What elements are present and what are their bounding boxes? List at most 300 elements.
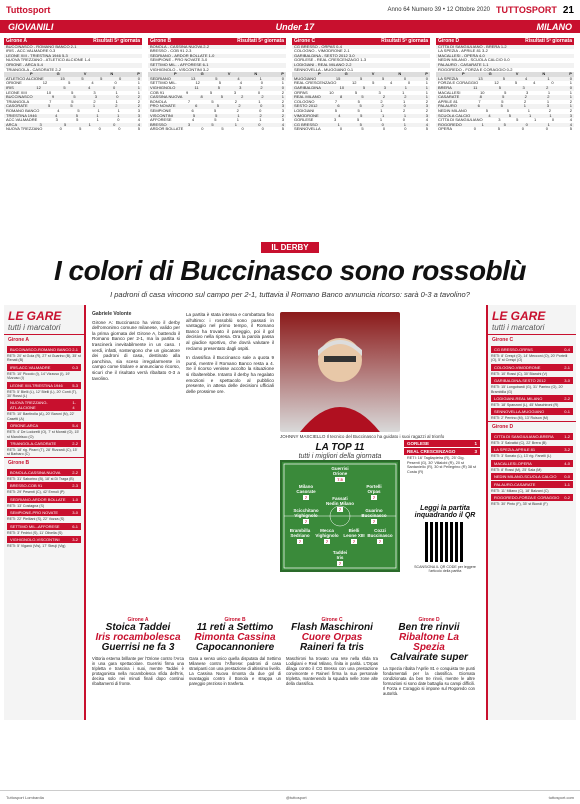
table-cell: 0 — [473, 126, 476, 132]
section-bar — [0, 20, 580, 33]
table-cell: 5 — [569, 126, 572, 132]
result-row: ROGOREDO - FORZA E CORAGGIO 0-2 — [438, 66, 513, 72]
article-col-1 — [92, 312, 180, 381]
gare-match — [491, 473, 573, 480]
table-cell: 3 — [522, 84, 525, 90]
table-cell: 12 — [351, 80, 357, 86]
table-cell: 1 — [234, 121, 238, 127]
table-cell: SESTO 2012 — [294, 103, 318, 109]
table-cell: 3 — [281, 117, 284, 123]
story-headline-3: Raineri fa tris — [300, 642, 364, 653]
match-focus — [404, 440, 480, 475]
top11-pitch — [280, 460, 400, 572]
table-head-cell: P — [425, 71, 428, 77]
result-row: ORIONE - ARCA 5-4 — [4, 63, 142, 68]
gare-scorers: RETI: 8' Rossi (M), 25' Sala (M) — [491, 467, 542, 472]
table-cell: APRILE 81 — [438, 98, 458, 104]
table-cell: 4 — [525, 75, 528, 81]
table-cell: 5 — [361, 94, 364, 100]
result-row: CITTA DI SANGIULIANO - BRERA 1-2 — [436, 45, 574, 50]
banner-label: IL DERBY — [261, 242, 318, 253]
standings-table — [292, 77, 430, 132]
table-cell: 9 — [185, 89, 189, 95]
qr-sub: SCANSIONA IL QR CODE per leggere l'articolo della partita — [414, 565, 476, 573]
gare-match-name: BUCCINASCO-ROMANO BANCO — [10, 347, 72, 352]
table-cell: REAL MILANO — [294, 94, 321, 100]
table-cell: 5 — [211, 121, 214, 127]
table-cell: 4 — [55, 112, 58, 118]
gare-match-score: 1-0 — [72, 496, 78, 502]
table-cell: PALAURO — [438, 103, 457, 109]
table-cell: 13 — [478, 75, 483, 81]
table-cell: 0 — [117, 117, 120, 123]
table-cell: 0 — [381, 121, 384, 127]
result-row: SEDRIANO - ARDOR BOLLATE 1-0 — [148, 54, 286, 59]
gare-match-score: 2-1 — [564, 364, 570, 370]
gare-match — [491, 481, 573, 488]
table-cell: 1 — [404, 84, 407, 90]
gare-match-name: SENNOVELLA-MUGGIANO — [494, 409, 545, 415]
table-cell: 0 — [281, 84, 284, 90]
table-head-cell: P — [29, 71, 33, 77]
group-name: Girone B — [150, 38, 172, 44]
gare-match-score: 1-2 — [564, 433, 570, 439]
table-cell: 1 — [425, 80, 428, 86]
table-cell: 5 — [75, 112, 78, 118]
group-name: Girone D — [438, 38, 460, 44]
player-vote: 7 — [304, 495, 308, 500]
table-cell: 5 — [137, 126, 140, 132]
table-cell: 1 — [546, 98, 550, 104]
table-cell: 2 — [524, 94, 527, 100]
gare-match — [7, 399, 81, 411]
gare-match — [7, 536, 81, 543]
table-cell: 0 — [260, 103, 263, 109]
result-row: VIGHIGNOLO - VISCONTINI 3-2 — [150, 66, 209, 72]
group-column — [4, 38, 142, 132]
table-cell: 2 — [403, 107, 406, 113]
footer-left: Tuttosport Lombardia — [6, 795, 44, 800]
result-row: SENNOVELLA - MUGGIANO 0-1 — [294, 66, 354, 72]
table-cell: BRESSO — [150, 121, 167, 127]
table-cell: 3 — [569, 112, 572, 118]
table-cell: 4 — [88, 84, 91, 90]
gare-match-score: 2-2 — [564, 396, 570, 402]
gare-scorers: RETI: 13' Costagna (S) — [7, 503, 45, 508]
table-cell: 1 — [569, 94, 572, 100]
story-group: Girone A — [127, 617, 149, 623]
table-cell: 3 — [137, 112, 140, 118]
table-cell: 5 — [497, 126, 500, 132]
table-cell: 5 — [71, 89, 74, 95]
table-cell: 5 — [362, 84, 366, 90]
table-cell: 3 — [187, 121, 191, 127]
gare-match — [7, 482, 81, 489]
table-cell: 1 — [137, 84, 140, 90]
table-cell: 3 — [383, 84, 387, 90]
gare-match — [7, 469, 81, 476]
player-vote: 7 — [338, 561, 342, 566]
article-text-2: La partita è stata intensa e combattuta fino all'ultimo: i rossoblù sono passati in vantaggio nel primo tempo, il Romano Banco ha trovato il pareggio, poi il gol decisivo nella ripresa. Ora la parola passa al giudice sportivo, che dovrà valutare il reclamo presentato dagli ospiti. — [186, 312, 274, 351]
gare-match-score: 0-2 — [564, 495, 570, 501]
table-cell: 12 — [494, 80, 499, 86]
table-cell: FORZA E CORAGGIO — [438, 80, 479, 86]
table-cell: 5 — [501, 98, 504, 104]
table-cell: COB 91 — [150, 89, 165, 95]
table-cell: ROGOREDO — [438, 121, 462, 127]
table-cell: 1 — [97, 107, 100, 113]
standings-table — [148, 77, 286, 132]
table-cell: 2 — [380, 98, 383, 104]
top11-player — [322, 496, 358, 512]
table-cell: 2 — [546, 84, 549, 90]
table-cell: 1 — [569, 103, 572, 109]
table-cell: 2 — [93, 98, 96, 104]
table-head-cell: G — [488, 71, 492, 77]
table-cell: 5 — [359, 103, 362, 109]
result-row: SETTIMO MIL. - AFFORESE 6-1 — [148, 63, 286, 68]
table-cell: 1 — [281, 80, 284, 86]
table-cell: 5 — [192, 112, 196, 118]
table-cell: 0 — [116, 94, 119, 100]
table-cell: 10 — [46, 89, 52, 95]
brand-logo-2: TUTTOSPORT — [496, 5, 557, 15]
photo-caption: JOHNNY MASCIELLO Il tecnico del Buccinasco ha guidato i suoi ragazzi al trionfo — [280, 434, 445, 439]
table-cell: 3 — [93, 89, 96, 95]
table-cell: 0 — [425, 75, 428, 81]
table-head-cell: N — [110, 71, 114, 77]
table-cell: 1 — [380, 107, 383, 113]
gare-match-name: GARIBALDINA-SESTO 2012 — [494, 378, 546, 384]
gare-right-sub: tutti i marcatori — [492, 323, 545, 332]
table-cell: 0 — [551, 80, 554, 86]
gare-scorers: RETI: 15' Longobardi (G), 31' Parrino (G), 20' Brambilla (G) — [491, 385, 564, 394]
table-cell: 1 — [481, 121, 484, 127]
table-cell: 0 — [403, 75, 407, 81]
standings-table — [4, 77, 142, 132]
table-cell: 10 — [339, 84, 345, 90]
qr-code-icon[interactable] — [425, 522, 465, 562]
gare-match-score: 5-4 — [72, 423, 78, 429]
table-cell: 2 — [281, 98, 284, 104]
group-meta: Risultati 5ª giornata — [93, 38, 140, 44]
story-headline-3: Capocannoniere — [195, 642, 275, 653]
table-cell: 5 — [357, 107, 360, 113]
table-cell: 5 — [334, 107, 337, 113]
result-row: LODIGIANI - REAL MILANO 2-2 — [292, 63, 430, 68]
table-cell: 0 — [545, 126, 548, 132]
table-cell: 2 — [234, 98, 238, 104]
table-cell: 3 — [239, 84, 242, 90]
gare-match-score: 4-0 — [564, 460, 570, 466]
table-row — [4, 127, 142, 132]
table-cell: ACC.VALMADRE — [6, 117, 38, 123]
result-row: BUCCINASCO - ROMANO BANCO 2-1 — [4, 45, 142, 50]
gare-match-score: 0-1 — [564, 409, 570, 415]
table-cell: 4 — [488, 112, 491, 118]
table-cell: 4 — [191, 117, 195, 123]
table-cell: 3 — [425, 112, 428, 118]
group-name: Girone A — [6, 38, 27, 44]
table-cell: 5 — [361, 126, 364, 132]
table-cell: 8 — [339, 94, 343, 100]
table-head-cell: V — [83, 71, 87, 77]
table-cell: 13 — [190, 75, 196, 81]
table-cell: 1 — [137, 89, 140, 95]
table-cell: 5 — [220, 94, 224, 100]
gare-match-name: MACALLESI-OPERA — [494, 460, 532, 466]
table-cell: SCUOLA CALCIO — [438, 112, 471, 118]
table-cell: 3 — [546, 103, 549, 109]
table-cell: GORLESE — [294, 117, 314, 123]
table-cell: 3 — [281, 107, 284, 113]
gare-match — [491, 377, 573, 384]
player-name: Scicchitano — [293, 508, 319, 513]
player-vote: 7 — [304, 519, 308, 524]
table-cell: NUOVA TREZZANO — [6, 126, 43, 132]
table-cell: TRIANGOLA — [6, 98, 30, 104]
gare-scorers: RETI: 3' Salvatici (C), 22' Brera (B) — [491, 440, 547, 445]
page-footer — [0, 790, 580, 804]
player-vote: 7 — [298, 539, 302, 544]
gare-match-score: 0-0 — [564, 474, 570, 480]
table-cell: 3 — [94, 94, 98, 100]
table-cell: LEONE XIII — [6, 89, 27, 95]
page-header — [0, 0, 580, 20]
table-cell: 5 — [216, 103, 219, 109]
player-team: Leone XIII — [343, 533, 365, 538]
table-cell: 2 — [281, 89, 284, 95]
table-cell: 0 — [382, 126, 386, 132]
top11-player — [288, 508, 324, 524]
table-cell: 0 — [259, 107, 262, 113]
gare-left-title: LE GARE — [8, 309, 62, 323]
table-cell: 0 — [281, 75, 284, 81]
table-cell: 5 — [217, 84, 220, 90]
table-cell: 5 — [214, 117, 217, 123]
table-cell: 1 — [569, 80, 572, 86]
table-cell: 4 — [569, 121, 572, 127]
table-cell: 0 — [402, 117, 406, 123]
result-row: NUOVA TREZZANO - ATLETICO ALCIONE 1-4 — [6, 57, 91, 63]
table-cell: 1 — [96, 112, 99, 118]
article-text-3: In classifica il Buccinasco sale a quota 9 punti, mentre il Romano Banco resta a 4. Se il ricorso venisse accolto la situazione si ribalterebbe. Intanto il derby ha regalato emozioni e spettacolo al pubblico presente, in attesa delle decisioni ufficiali delle prossime ore. — [186, 355, 274, 394]
table-cell: 1 — [115, 89, 118, 95]
gare-match — [491, 364, 573, 371]
article-col-2 — [186, 312, 274, 394]
table-cell: 12 — [195, 80, 200, 86]
results-list — [436, 45, 574, 73]
gare-match — [491, 433, 573, 440]
table-head-cell: V — [227, 71, 231, 77]
table-cell: 2 — [137, 103, 140, 109]
player-name: Guarino — [365, 508, 383, 513]
table-cell: 12 — [42, 80, 48, 86]
table-cell: 1 — [549, 112, 552, 118]
gare-match-score: 2-2 — [72, 469, 78, 475]
table-cell: 2 — [404, 94, 407, 100]
gare-left-sub: tutti i marcatori — [8, 323, 61, 332]
result-row: BONOLA - CASSINA NUOVA 2-2 — [148, 45, 286, 50]
gare-match — [491, 395, 573, 402]
top11-sub: tutti i migliori della giornata — [298, 453, 382, 460]
table-cell: SETTIMO MIL. — [150, 80, 177, 86]
coach-image — [280, 312, 400, 432]
table-cell: 0 — [241, 126, 244, 132]
player-team: Buccinasco — [367, 533, 393, 538]
table-cell: CASORATE — [6, 103, 28, 109]
table-cell: 0 — [569, 75, 572, 81]
section-left: GIOVANILI — [8, 21, 54, 32]
table-cell: ORPAS — [294, 89, 308, 95]
group-meta: Risultati 5ª giornata — [381, 38, 428, 44]
gare-match-name: TRIANGOLA-CASORATE — [10, 441, 57, 447]
table-cell: 5 — [209, 89, 213, 95]
player-name: Mecca — [320, 528, 334, 533]
table-head-cell: G — [56, 71, 60, 77]
gare-scorers: RETI: 10' Piccolo (I), 14' Vizzuso (I), 19' Vizzuso (I) — [7, 371, 71, 381]
result-row: LA SPEZIA - APRILE 81 3-2 — [438, 48, 488, 54]
player-vote: 7 — [372, 495, 376, 500]
table-cell: 5 — [218, 80, 221, 86]
table-cell: 5 — [503, 121, 506, 127]
table-cell: MUGGIANO — [294, 75, 317, 81]
table-cell: CASSINA NUOVA — [150, 94, 183, 100]
table-cell: 1 — [258, 98, 261, 104]
table-cell: 5 — [354, 89, 358, 95]
table-cell: 5 — [221, 126, 224, 132]
table-cell: 8 — [479, 94, 482, 100]
table-cell: 1 — [403, 121, 406, 127]
table-cell: SEDRIANO — [150, 75, 171, 81]
table-cell: 1 — [236, 117, 240, 123]
gare-scorers: RETI: 2' Perrino (M), 13' Ruison (M) — [491, 416, 549, 421]
player-name: Guerrisi — [331, 466, 349, 471]
table-cell: 5 — [215, 112, 218, 118]
gare-scorers: RETI: 11' Milano (C), 18' Balzani (C) — [491, 489, 549, 494]
table-cell: 5 — [360, 75, 363, 81]
table-cell: 2 — [115, 103, 118, 109]
gare-scorers: RETI: 10' Bantirolla (A), 20' Baroni (N), 22' Casetti (A) — [7, 412, 75, 421]
table-cell: 4 — [137, 121, 140, 127]
table-cell: 1 — [547, 89, 551, 95]
table-cell: 5 — [63, 84, 66, 90]
player-vote: 7.5 — [337, 477, 343, 482]
table-cell: 5 — [68, 80, 71, 86]
page-number: 21 — [562, 4, 574, 16]
table-row — [292, 127, 430, 132]
table-cell: 1 — [382, 112, 385, 118]
gare-match-score: 0-4 — [564, 347, 570, 352]
table-cell: 12 — [36, 84, 41, 90]
table-cell: 3 — [55, 117, 58, 123]
table-cell: 1 — [547, 75, 550, 81]
table-cell: 1 — [237, 112, 240, 118]
table-cell: 0 — [118, 126, 121, 132]
gare-match-score: 3-2 — [72, 536, 78, 542]
player-team: Buccinasco — [361, 513, 387, 518]
table-cell: 1 — [425, 94, 428, 100]
table-cell: 1 — [425, 84, 428, 90]
gare-scorers: RETI: 3' Fedrici (S), 11' Olivella (S) — [7, 530, 63, 535]
gare-scorers: RETI: 31' Saborino (B), 18' st Di Traga (B) — [7, 476, 74, 481]
gare-right-title: LE GARE — [492, 309, 546, 323]
story-headline-1: 11 reti a Settimo — [196, 622, 274, 633]
gare-match — [7, 346, 81, 353]
table-cell: 1 — [569, 89, 572, 95]
table-cell: CG BRESSO — [294, 121, 318, 127]
table-cell: 2 — [238, 103, 241, 109]
gare-match-score: 2-1 — [72, 347, 78, 352]
table-cell: 2 — [281, 112, 284, 118]
table-cell: 5 — [77, 107, 80, 113]
player-vote: 7 — [325, 539, 329, 544]
group-column — [436, 38, 574, 132]
table-cell: 4 — [57, 107, 60, 113]
table-cell: 0 — [113, 121, 116, 127]
story-group: Girone D — [418, 617, 440, 623]
table-head-cell: N — [542, 71, 546, 77]
table-cell: 4 — [281, 121, 284, 127]
table-cell: 1 — [117, 107, 120, 113]
gare-match — [491, 446, 573, 453]
story-headline-3: Calvairate super — [390, 652, 468, 663]
table-cell: 9 — [51, 94, 55, 100]
table-cell: 0 — [59, 126, 62, 132]
table-cell: 0 — [261, 126, 264, 132]
group-column — [148, 38, 286, 132]
coach-photo — [280, 312, 400, 432]
footer-right: tuttosport.com — [548, 795, 574, 800]
gare-match-score: 1-1 — [564, 482, 570, 488]
table-cell: 1 — [379, 117, 383, 123]
gare-match-name: BONOLA-CASSINA NUOVA — [10, 469, 61, 475]
table-cell: ARCA — [6, 121, 18, 127]
table-cell: COLOGNO — [294, 98, 315, 104]
table-cell: 0 — [118, 75, 122, 81]
table-cell: 1 — [337, 121, 340, 127]
table-cell: 3 — [498, 117, 501, 123]
table-cell: 0 — [404, 126, 407, 132]
table-cell: 2 — [547, 94, 550, 100]
player-team: Orpas — [367, 489, 381, 494]
story-column — [286, 617, 378, 687]
table-cell: 4 — [533, 80, 536, 86]
top11-player — [322, 550, 358, 566]
gare-match-score: 3-0 — [564, 378, 570, 384]
gare-scorers: RETI: 18' rig. Pirarri (T), 28' Rizzardi (C), 15' st Barbaro (C) — [7, 448, 78, 457]
gare-match-score: 0-3 — [72, 364, 78, 370]
table-cell: 1 — [88, 121, 91, 127]
table-cell: 5 — [506, 107, 509, 113]
results-list — [148, 45, 286, 73]
table-cell: 1 — [259, 117, 262, 123]
story-headline-3: Guerrisi ne fa 3 — [101, 642, 175, 653]
table-cell: 0 — [114, 80, 117, 86]
table-cell: LA SPEZIA — [438, 75, 459, 81]
gare-match — [7, 364, 81, 371]
table-cell: AFFORESE — [150, 117, 172, 123]
table-cell: 5 — [360, 112, 363, 118]
gare-match-score: 2-3 — [72, 483, 78, 489]
table-cell: ARDOR BOLLATE — [150, 126, 184, 132]
table-cell: 1 — [403, 112, 407, 118]
gare-match — [491, 494, 573, 501]
table-cell: 0 — [257, 89, 261, 95]
gare-match — [7, 422, 81, 429]
table-cell: TRIESTINA 1946 — [6, 112, 37, 118]
table-head-cell: V — [371, 71, 375, 77]
